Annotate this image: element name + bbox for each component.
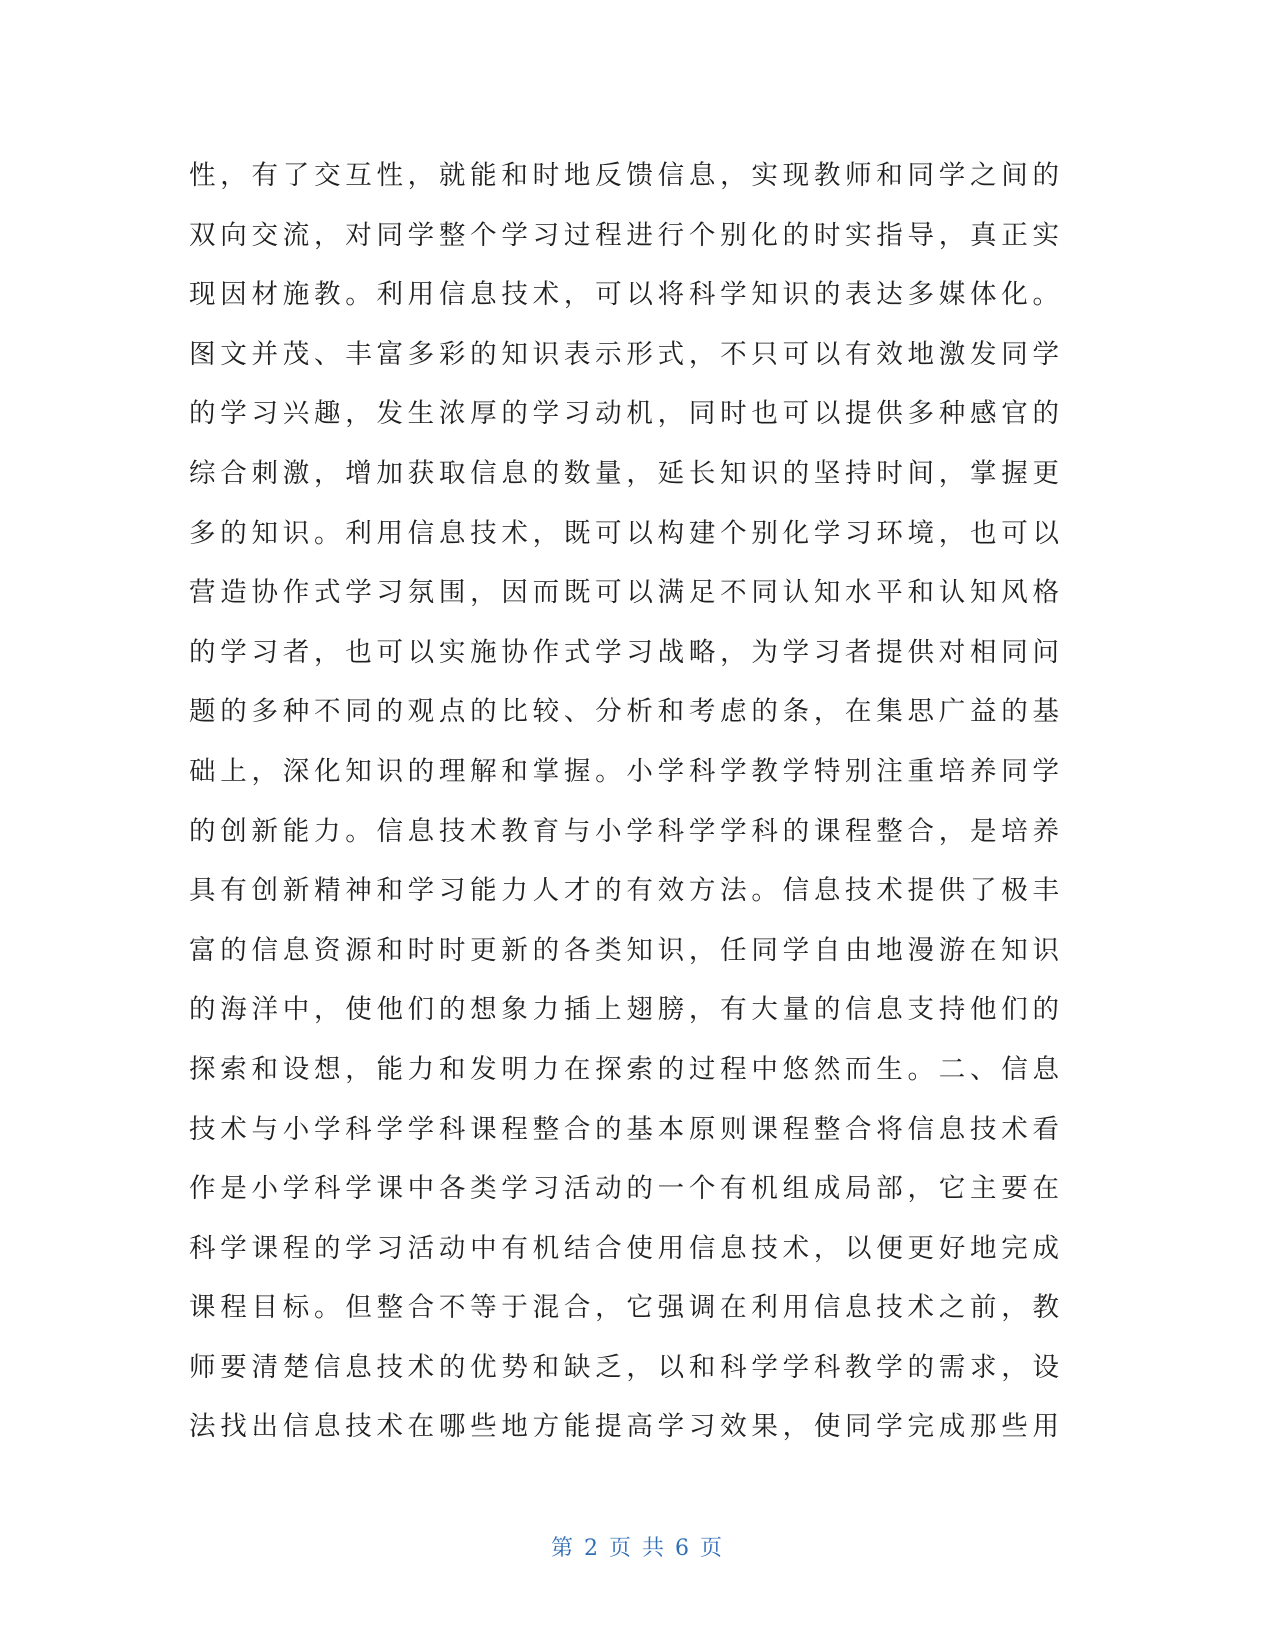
text-line: 师要清楚信息技术的优势和缺乏，以和科学学科教学的需求，设 [189, 1351, 1059, 1383]
text-line: 综合刺激，增加获取信息的数量，延长知识的坚持时间，掌握更 [189, 457, 1059, 489]
page-number-text: 第 2 页 共 6 页 [551, 1536, 724, 1561]
text-line: 性，有了交互性，就能和时地反馈信息，实现教师和同学之间的 [189, 160, 1059, 191]
text-line: 具有创新精神和学习能力人才的有效方法。信息技术提供了极丰 [189, 875, 1059, 907]
text-line: 题的多种不同的观点的比较、分析和考虑的条，在集思广益的基 [189, 696, 1059, 728]
body-text [189, 146, 1059, 1457]
text-line: 多的知识。利用信息技术，既可以构建个别化学习环境，也可以 [189, 517, 1059, 549]
text-line: 的创新能力。信息技术教育与小学科学学科的课程整合，是培养 [189, 815, 1059, 847]
text-line: 技术与小学科学学科课程整合的基本原则课程整合将信息技术看 [189, 1113, 1059, 1145]
text-line: 科学课程的学习活动中有机结合使用信息技术，以便更好地完成 [189, 1232, 1059, 1264]
text-line: 课程目标。但整合不等于混合，它强调在利用信息技术之前，教 [189, 1292, 1059, 1324]
text-line: 双向交流，对同学整个学习过程进行个别化的时实指导，真正实 [189, 219, 1059, 251]
text-line: 础上，深化知识的理解和掌握。小学科学教学特别注重培养同学 [189, 755, 1059, 787]
text-line: 的学习兴趣，发生浓厚的学习动机，同时也可以提供多种感官的 [189, 398, 1059, 430]
text-line: 富的信息资源和时时更新的各类知识，任同学自由地漫游在知识 [189, 934, 1059, 966]
text-line: 图文并茂、丰富多彩的知识表示形式，不只可以有效地激发同学 [189, 338, 1059, 370]
text-line: 作是小学科学课中各类学习活动的一个有机组成局部，它主要在 [189, 1173, 1059, 1205]
text-line: 探索和设想，能力和发明力在探索的过程中悠然而生。二、信息 [189, 1053, 1059, 1085]
text-line: 营造协作式学习氛围，因而既可以满足不同认知水平和认知风格 [189, 577, 1059, 609]
text-line: 的学习者，也可以实施协作式学习战略，为学习者提供对相同问 [189, 636, 1059, 668]
page-footer [0, 1531, 1275, 1562]
text-line: 的海洋中，使他们的想象力插上翅膀，有大量的信息支持他们的 [189, 994, 1059, 1026]
text-line: 法找出信息技术在哪些地方能提高学习效果，使同学完成那些用 [189, 1411, 1059, 1443]
text-line: 现因材施教。利用信息技术，可以将科学知识的表达多媒体化。 [189, 279, 1059, 311]
